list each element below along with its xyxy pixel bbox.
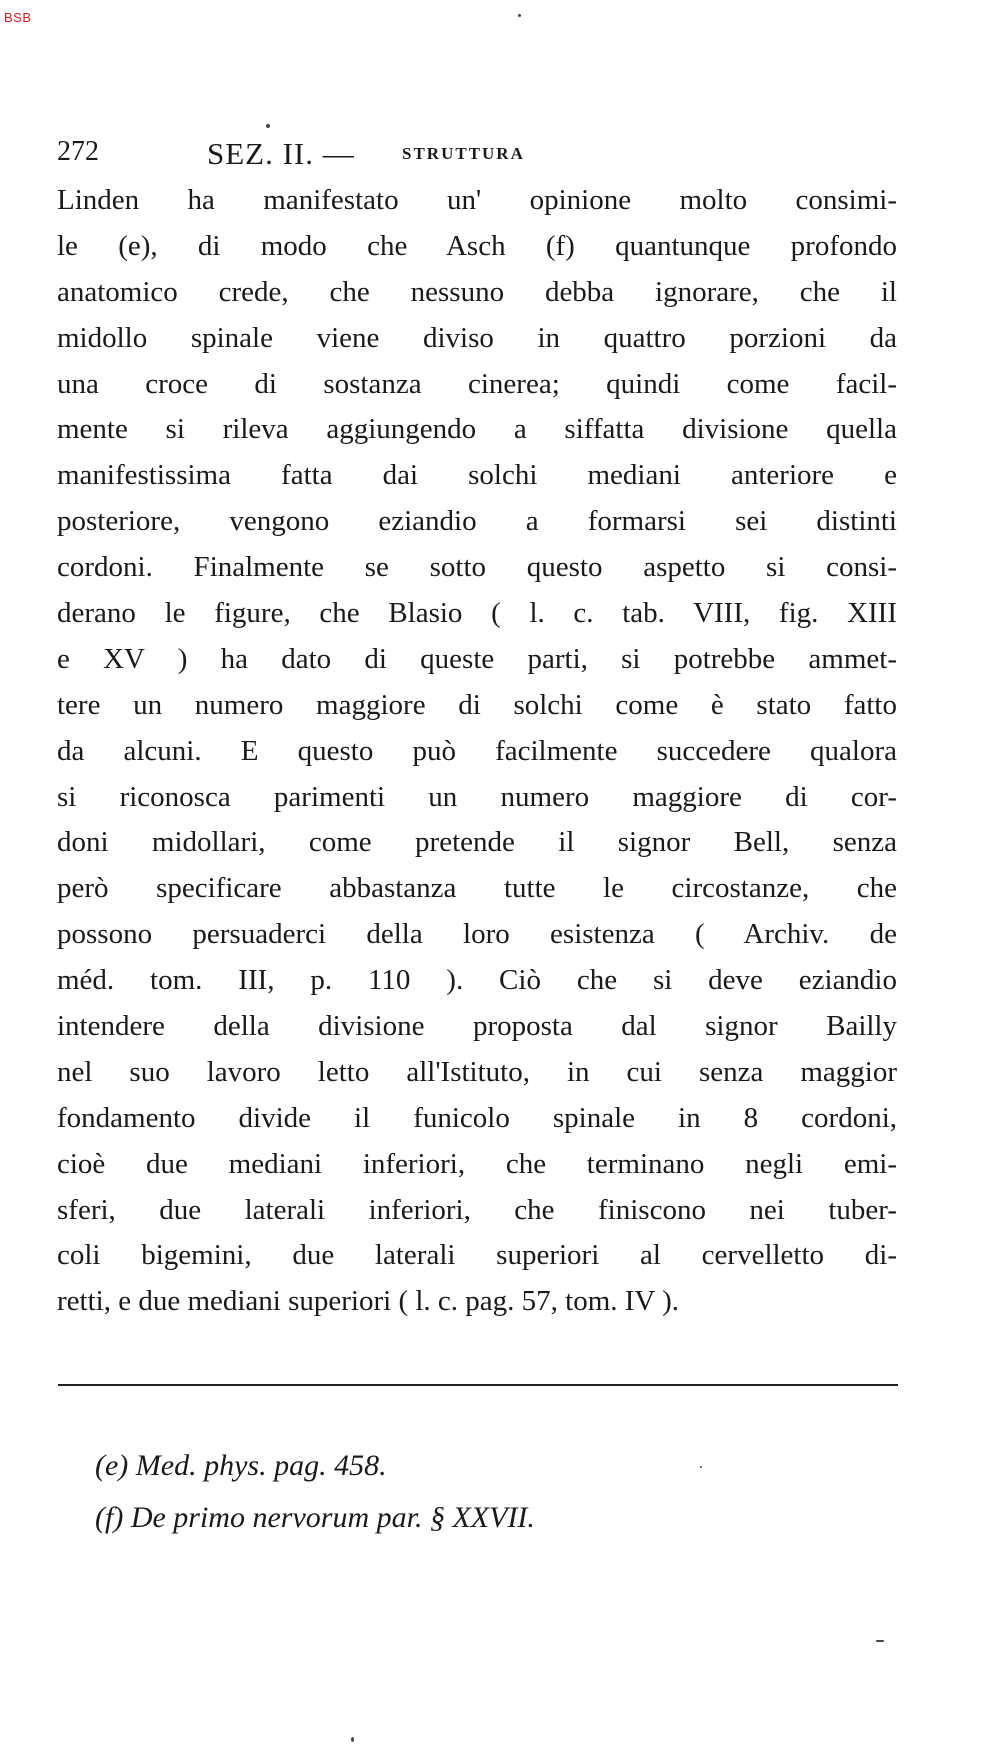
text-line: nel suo lavoro letto all'Istituto, in cui senza maggior [57,1055,897,1088]
footnotes [95,1440,895,1544]
print-speck [876,1640,884,1642]
page-header [57,136,937,176]
section-label: SEZ. II. — [207,136,355,171]
text-line: intendere della divisione proposta dal signor Bailly [57,1010,897,1043]
text-line: sferi, due laterali inferiori, che finiscono nei tuber- [57,1193,897,1226]
footnote-e: (e) Med. phys. pag. 458. [95,1449,387,1482]
text-line: cordoni. Finalmente se sotto questo aspetto si consi- [57,551,897,584]
print-speck [700,1466,702,1468]
text-line: una croce di sostanza cinerea; quindi come facil- [57,367,897,400]
library-watermark: BSB [4,10,32,25]
print-speck [518,14,521,17]
text-line: midollo spinale viene diviso in quattro porzioni da [57,321,897,354]
text-line: manifestissima fatta dai solchi mediani anteriore e [57,459,897,492]
text-line: però specificare abbastanza tutte le circostanze, che [57,872,897,905]
footnote-f: (f) De primo nervorum par. § XXVII. [95,1501,535,1534]
print-speck [266,124,270,128]
text-line: méd. tom. III, p. 110 ). Ciò che si deve eziandio [57,964,897,997]
text-line: cioè due mediani inferiori, che terminano negli emi- [57,1147,897,1180]
text-line: da alcuni. E questo può facilmente succedere qualora [57,734,897,767]
body-text [57,178,897,1325]
running-title: STRUTTURA [402,144,525,163]
text-line: le (e), di modo che Asch (f) quantunque profondo [57,229,897,262]
text-line: coli bigemini, due laterali superiori al cervelletto di- [57,1239,897,1272]
text-line: doni midollari, come pretende il signor Bell, senza [57,826,897,859]
text-line: e XV ) ha dato di queste parti, si potrebbe ammet- [57,642,897,675]
footnote-separator [58,1384,898,1386]
text-line: tere un numero maggiore di solchi come è stato fatto [57,688,897,721]
text-line: retti, e due mediani superiori ( l. c. pag. 57, tom. IV ). [57,1285,679,1318]
text-line: posteriore, vengono eziandio a formarsi sei distinti [57,505,897,538]
text-line: si riconosca parimenti un numero maggiore di cor- [57,780,897,813]
text-line: derano le figure, che Blasio ( l. c. tab. VIII, fig. XIII [57,597,897,630]
text-line: Linden ha manifestato un' opinione molto consimi- [57,184,897,216]
page-number: 272 [57,136,99,167]
text-line: fondamento divide il funicolo spinale in 8 cordoni, [57,1101,897,1134]
text-line: possono persuaderci della loro esistenza ( Archiv. de [57,918,897,951]
text-line: anatomico crede, che nessuno debba ignorare, che il [57,275,897,308]
text-line: mente si rileva aggiungendo a siffatta divisione quella [57,413,897,446]
print-speck [351,1737,354,1742]
